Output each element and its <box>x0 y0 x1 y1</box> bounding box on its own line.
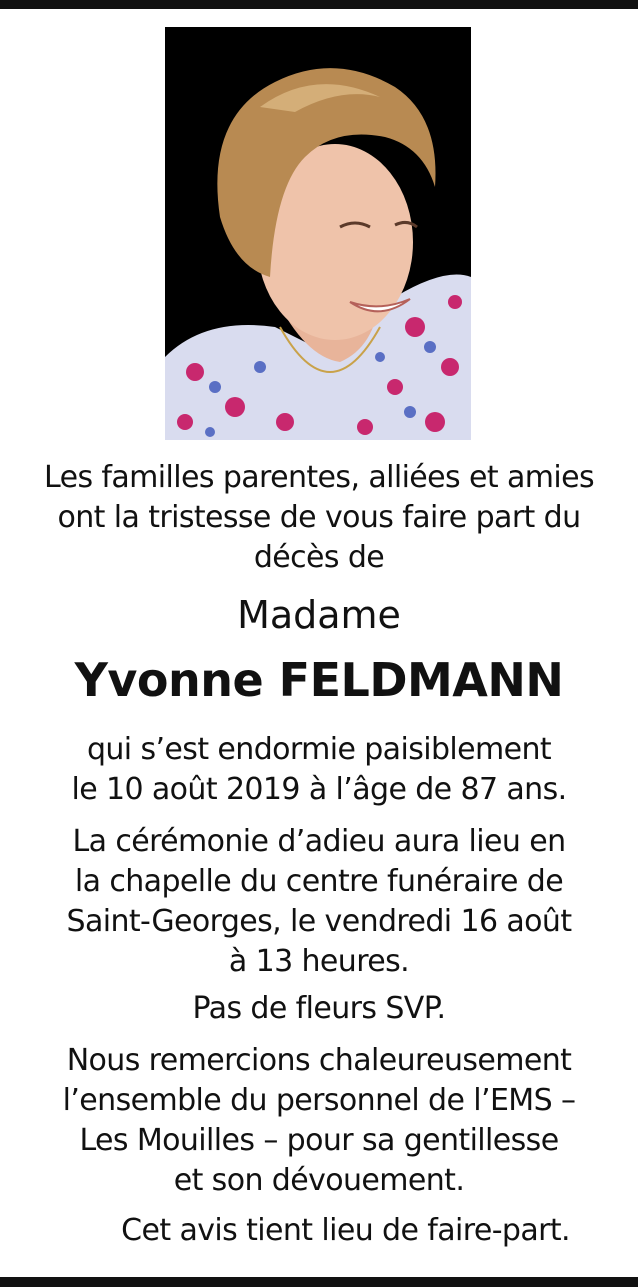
thanks-line: Nous remercions chaleureusement <box>66 1043 572 1078</box>
portrait-photo <box>165 27 471 440</box>
thanks-line: et son dévouement. <box>173 1163 465 1198</box>
intro-line: Les familles parentes, alliées et amies <box>44 460 594 495</box>
death-line: qui s’est endormie paisiblement <box>86 732 552 767</box>
intro-line: décès de <box>253 540 385 575</box>
bottom-rule <box>0 1277 638 1287</box>
ceremony-line: à 13 heures. <box>228 944 410 979</box>
thanks-line: Les Mouilles – pour sa gentillesse <box>79 1123 559 1158</box>
flowers-line: Pas de fleurs SVP. <box>192 991 446 1026</box>
intro-line: ont la tristesse de vous faire part du <box>57 500 581 535</box>
flowers-note <box>0 989 638 1029</box>
closing-note: Cet avis tient lieu de faire-part. <box>121 1213 570 1248</box>
deceased-name: Yvonne FELDMANN <box>74 653 564 707</box>
death-paragraph <box>0 730 638 810</box>
ceremony-line: La cérémonie d’adieu aura lieu en <box>72 824 566 859</box>
top-rule <box>0 0 638 9</box>
honorific: Madame <box>237 593 401 637</box>
thanks-line: l’ensemble du personnel de l’EMS – <box>62 1083 576 1118</box>
ceremony-line: Saint-Georges, le vendredi 16 août <box>66 904 572 939</box>
ceremony-paragraph <box>0 822 638 982</box>
death-line: le 10 août 2019 à l’âge de 87 ans. <box>71 772 567 807</box>
intro-paragraph <box>0 458 638 578</box>
ceremony-line: la chapelle du centre funéraire de <box>74 864 564 899</box>
thanks-paragraph <box>0 1041 638 1201</box>
